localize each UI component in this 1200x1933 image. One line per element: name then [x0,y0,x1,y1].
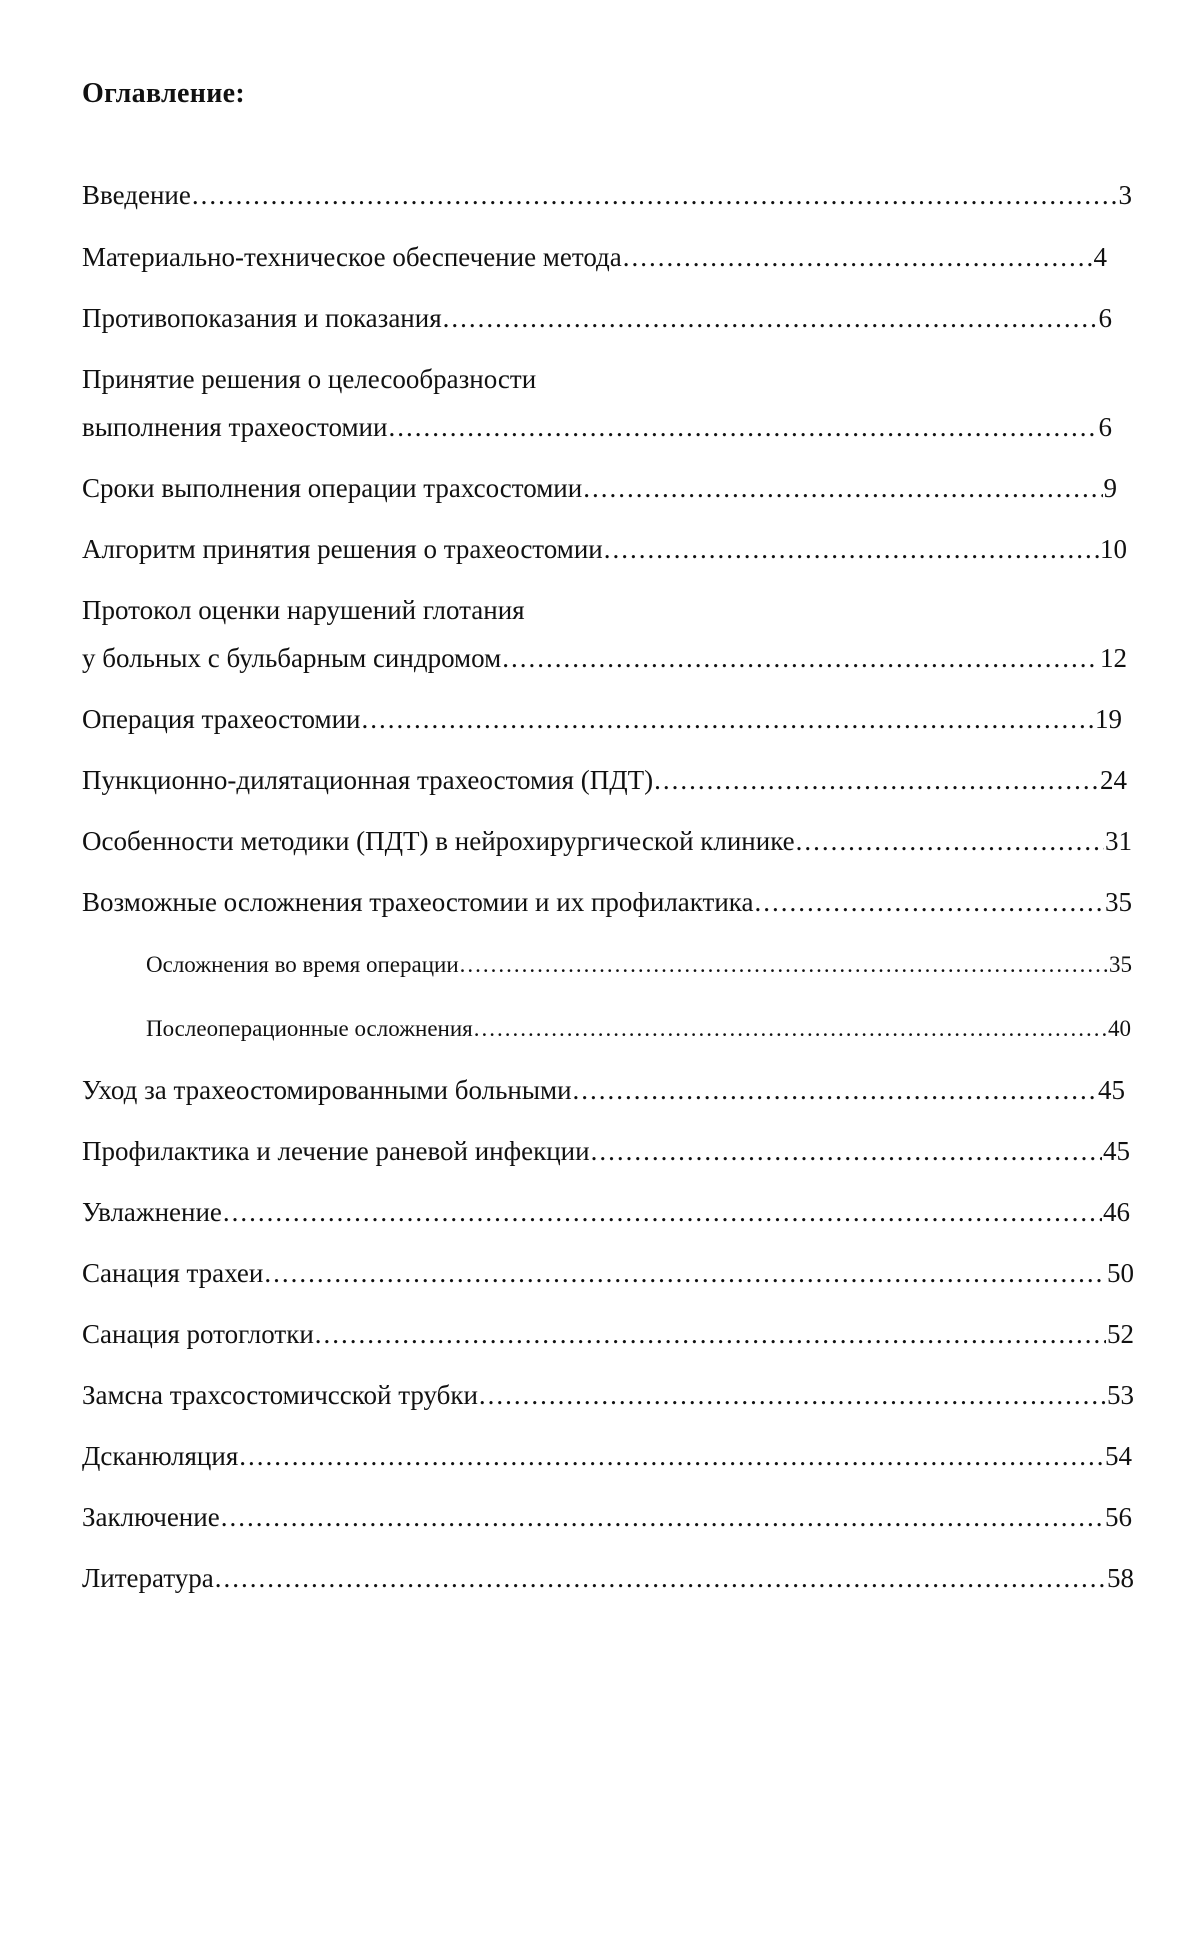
toc-entry[interactable] [82,1256,1134,1290]
toc-dot-leader [223,1195,1102,1229]
toc-dot-leader [591,1134,1102,1168]
toc-entry[interactable] [82,301,1112,335]
toc-page-number: 3 [1118,180,1132,210]
toc-page-number: 6 [1098,412,1112,442]
toc-dot-leader [221,1500,1104,1534]
toc-page-number: 35 [1105,887,1132,917]
toc-entry-title: Литература [82,1563,214,1593]
toc-page-number: 50 [1107,1258,1134,1288]
toc-entry-title: Санация ротоглотки [82,1319,314,1349]
toc-page-number: 10 [1100,534,1127,564]
toc-dot-leader [215,1561,1106,1595]
toc-page-number: 6 [1098,303,1112,333]
toc-entry-title: Уход за трахеостомированными больными [82,1075,572,1105]
toc-entry-title: Дсканюляция [82,1441,239,1471]
toc-dot-leader [479,1378,1106,1412]
toc-dot-leader [654,763,1099,797]
toc-entry[interactable] [82,763,1127,797]
toc-entry-title: Пункционно-дилятационная трахеостомия (ПДТ) [82,765,654,795]
toc-page-number: 53 [1107,1380,1134,1410]
toc-page-number: 31 [1105,826,1132,856]
toc-entry-title: Алгоритм принятия решения о трахеостомии [82,534,603,564]
toc-entry[interactable] [82,1500,1132,1534]
toc-entry-title: у больных с бульбарным синдромом [82,643,502,673]
toc-page-number: 52 [1107,1319,1134,1349]
toc-page-number: 45 [1098,1075,1125,1105]
toc-entry-title-line1: Протокол оценки нарушений глотания [82,595,525,625]
toc-dot-leader [361,702,1094,736]
toc-dot-leader [460,948,1108,982]
toc-entry-title: Введение [82,180,191,210]
toc-entry-title: Профилактика и лечение раневой инфекции [82,1136,590,1166]
toc-dot-leader [192,178,1118,212]
toc-entry[interactable] [82,1195,1130,1229]
toc-page-number: 35 [1109,952,1132,977]
toc-dot-leader [443,301,1098,335]
toc-entry[interactable] [82,593,1127,675]
toc-dot-leader [583,471,1102,505]
toc-entry[interactable] [82,362,1112,444]
toc-subentry[interactable] [146,1012,1131,1046]
toc-entry[interactable] [82,1317,1134,1351]
toc-entry-title: Санация трахеи [82,1258,264,1288]
toc-entry-title: Заключение [82,1502,220,1532]
toc-entry[interactable] [82,532,1127,566]
toc-title: Оглавление: [82,78,245,109]
toc-page-number: 54 [1105,1441,1132,1471]
toc-dot-leader [755,885,1105,919]
toc-dot-leader [264,1256,1106,1290]
toc-entry[interactable] [82,1439,1132,1473]
toc-entry[interactable] [82,1561,1134,1595]
toc-entry-title: Материально-техническое обеспечение метода [82,242,622,272]
toc-page-number: 58 [1107,1563,1134,1593]
toc-entry-title: Послеоперационные осложнения [146,1016,473,1041]
toc-page-number: 12 [1100,643,1127,673]
toc-page-number: 9 [1103,473,1117,503]
toc-entry[interactable] [82,1378,1134,1412]
toc-entry[interactable] [82,1073,1125,1107]
toc-page-number: 19 [1095,704,1122,734]
toc-page-number: 56 [1105,1502,1132,1532]
toc-entry-title: выполнения трахеостомии [82,412,388,442]
toc-dot-leader [623,240,1093,274]
toc-dot-leader [388,410,1097,444]
toc-entry-title: Осложнения во время операции [146,952,459,977]
toc-dot-leader [239,1439,1104,1473]
toc-entry-title: Особенности методики (ПДТ) в нейрохирургической клинике [82,826,795,856]
toc-subentry[interactable] [146,948,1132,982]
toc-page-number: 24 [1100,765,1127,795]
toc-dot-leader [573,1073,1097,1107]
toc-dot-leader [474,1012,1107,1046]
toc-entry-title: Увлажнение [82,1197,222,1227]
toc-page-number: 40 [1108,1016,1131,1041]
toc-dot-leader [315,1317,1106,1351]
toc-page-number: 45 [1103,1136,1130,1166]
toc-entry[interactable] [82,824,1132,858]
toc-dot-leader [604,532,1099,566]
toc-entry[interactable] [82,885,1132,919]
toc-entry-title: Замсна трахсостомичсской трубки [82,1380,478,1410]
toc-entry-title-line1: Принятие решения о целесообразности [82,364,537,394]
toc-entry[interactable] [82,702,1122,736]
toc-entry[interactable] [82,240,1107,274]
toc-entry-title: Операция трахеостомии [82,704,361,734]
toc-entry[interactable] [82,178,1132,212]
toc-dot-leader [502,641,1099,675]
toc-entry-title: Противопоказания и показания [82,303,442,333]
toc-page-number: 46 [1103,1197,1130,1227]
toc-entry[interactable] [82,471,1117,505]
toc-entry[interactable] [82,1134,1130,1168]
toc-page-number: 4 [1093,242,1107,272]
toc-dot-leader [796,824,1104,858]
toc-entry-title: Сроки выполнения операции трахсостомии [82,473,583,503]
toc-entry-title: Возможные осложнения трахеостомии и их профилактика [82,887,754,917]
toc-list [82,178,1132,1595]
